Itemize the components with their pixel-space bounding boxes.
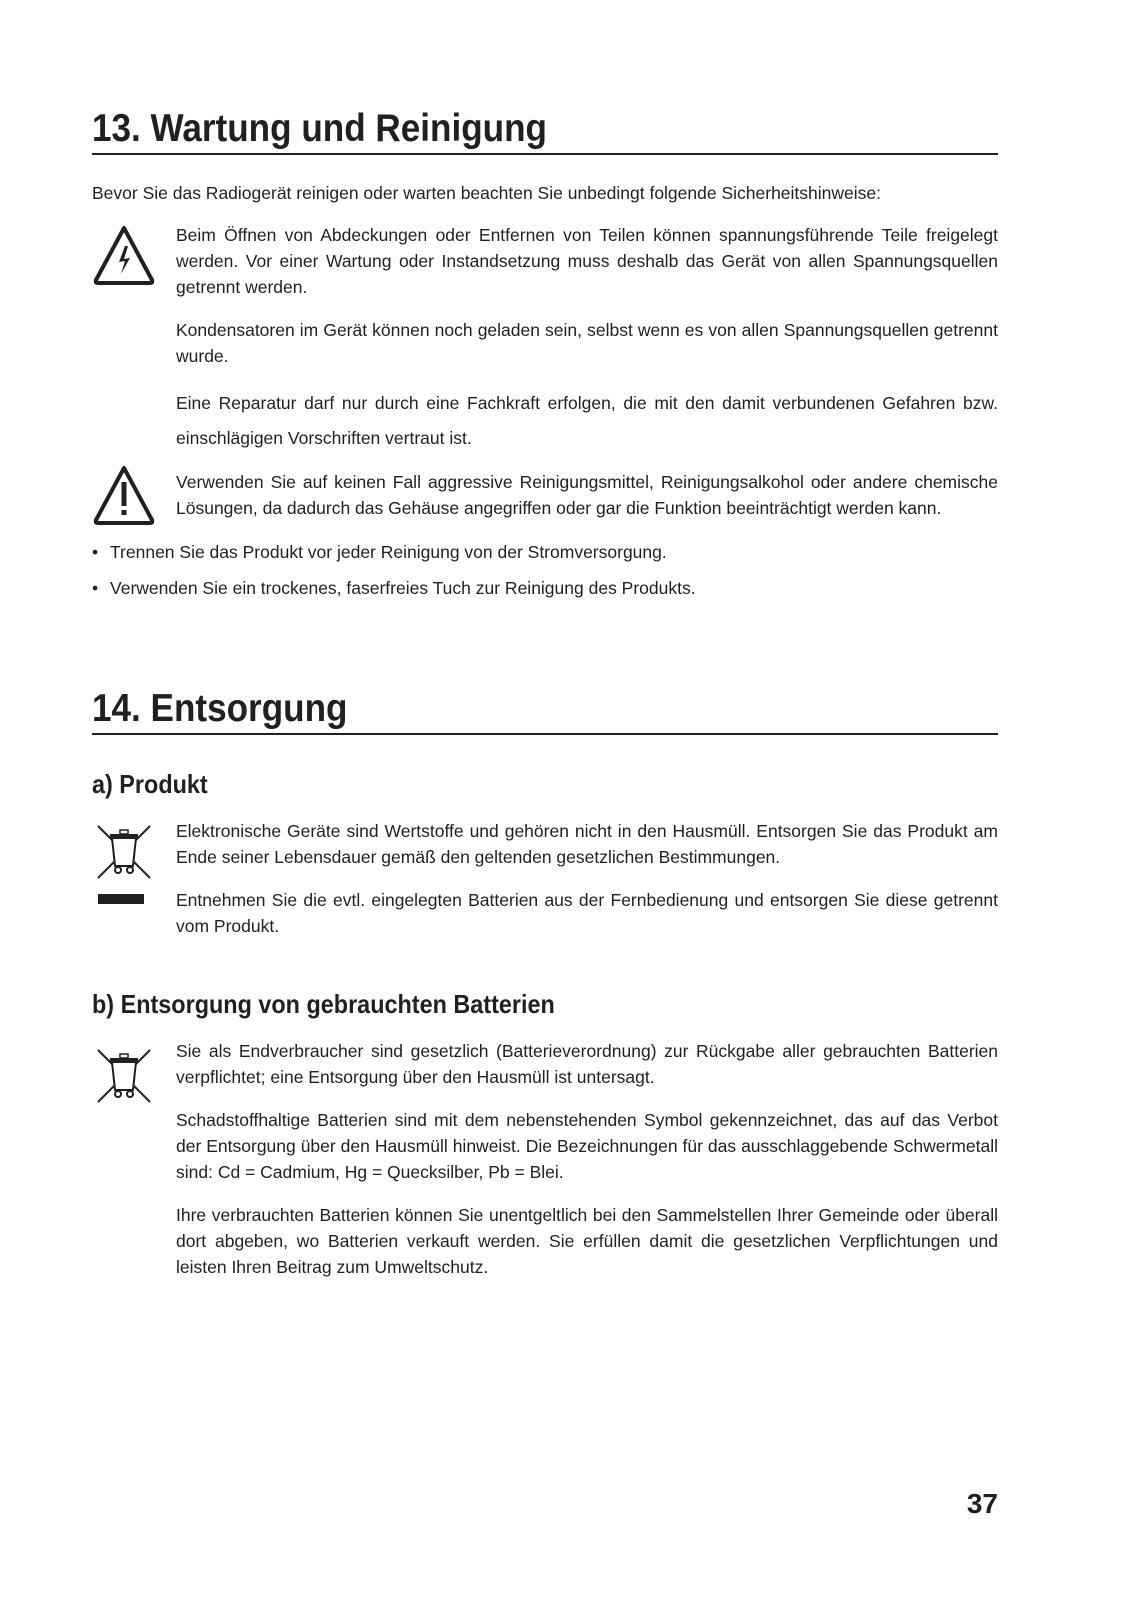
crossed-out-wheelie-bin-icon: [92, 822, 156, 885]
bullet-marker: •: [92, 542, 99, 562]
subsection-b-para-1: Sie als Endverbraucher sind gesetzlich (Batterieverordnung) zur Rückgabe aller gebrauchten Batterien verpflichtet; eine Entsorgung über den Hausmüll ist untersagt.: [176, 1041, 998, 1087]
caution-warning-icon: [92, 464, 156, 531]
section-13-intro: Bevor Sie das Radiogerät reinigen oder warten beachten Sie unbedingt folgende Sicherheitshinweise:: [92, 183, 881, 203]
section-13-para-3: Eine Reparatur darf nur durch eine Fachkraft erfolgen, die mit den damit verbundenen Gefahren bzw. einschlägigen Vorschriften vertraut ist.: [176, 393, 998, 448]
list-item: [92, 539, 667, 565]
subsection-a-para-2: Entnehmen Sie die evtl. eingelegten Batterien aus der Fernbedienung und entsorgen Sie diese getrennt vom Produkt.: [176, 890, 998, 936]
page-number: 37: [966, 1488, 998, 1519]
section-13-para-2: Kondensatoren im Gerät können noch geladen sein, selbst wenn es von allen Spannungsquellen getrennt wurde.: [176, 320, 998, 366]
section-14-title: 14. Entsorgung: [92, 687, 348, 730]
crossed-out-battery-bin-icon: [92, 1046, 156, 1109]
list-item: [92, 575, 696, 601]
bullet-marker: •: [92, 578, 99, 598]
electric-shock-warning-icon: [92, 224, 156, 291]
subsection-a-para-1: Elektronische Geräte sind Wertstoffe und gehören nicht in den Hausmüll. Entsorgen Sie das Produkt am Ende seiner Lebensdauer gemäß den geltenden gesetzlichen Bestimmungen.: [176, 821, 998, 867]
subsection-b-title: b) Entsorgung von gebrauchten Batterien: [92, 989, 555, 1019]
subsection-b-para-3: Ihre verbrauchten Batterien können Sie unentgeltlich bei den Sammelstellen Ihrer Gemeinde oder überall dort abgeben, wo Batterien verkauft werden. Sie erfüllen damit die gesetzlichen Verpflichtungen und leisten Ihren Beitrag zum Umweltschutz.: [176, 1205, 998, 1277]
subsection-a-title: a) Produkt: [92, 769, 208, 799]
separate-collection-bar-icon: [98, 894, 144, 904]
section-14-heading-wrap: [92, 688, 998, 735]
bullet-text: Trennen Sie das Produkt vor jeder Reinigung von der Stromversorgung.: [110, 542, 667, 562]
section-13-heading-wrap: [92, 108, 998, 155]
bullet-text: Verwenden Sie ein trockenes, faserfreies Tuch zur Reinigung des Produkts.: [110, 578, 696, 598]
section-13-title: 13. Wartung und Reinigung: [92, 107, 547, 150]
section-13-para-1: Beim Öffnen von Abdeckungen oder Entfernen von Teilen können spannungsführende Teile freigelegt werden. Vor einer Wartung oder Instandsetzung muss deshalb das Gerät von allen Spannungsquellen getrennt werden.: [176, 225, 998, 297]
subsection-b-para-2: Schadstoffhaltige Batterien sind mit dem nebenstehenden Symbol gekennzeichnet, das auf das Verbot der Entsorgung über den Hausmüll hinweist. Die Bezeichnungen für das ausschlaggebende Schwermetall sind: Cd = Cadmium, Hg = Quecksilber, Pb = Blei.: [176, 1110, 998, 1182]
section-13-para-4: Verwenden Sie auf keinen Fall aggressive Reinigungsmittel, Reinigungsalkohol oder andere chemische Lösungen, da dadurch das Gehäuse angegriffen oder gar die Funktion beeinträchtigt werden kann.: [176, 472, 998, 518]
